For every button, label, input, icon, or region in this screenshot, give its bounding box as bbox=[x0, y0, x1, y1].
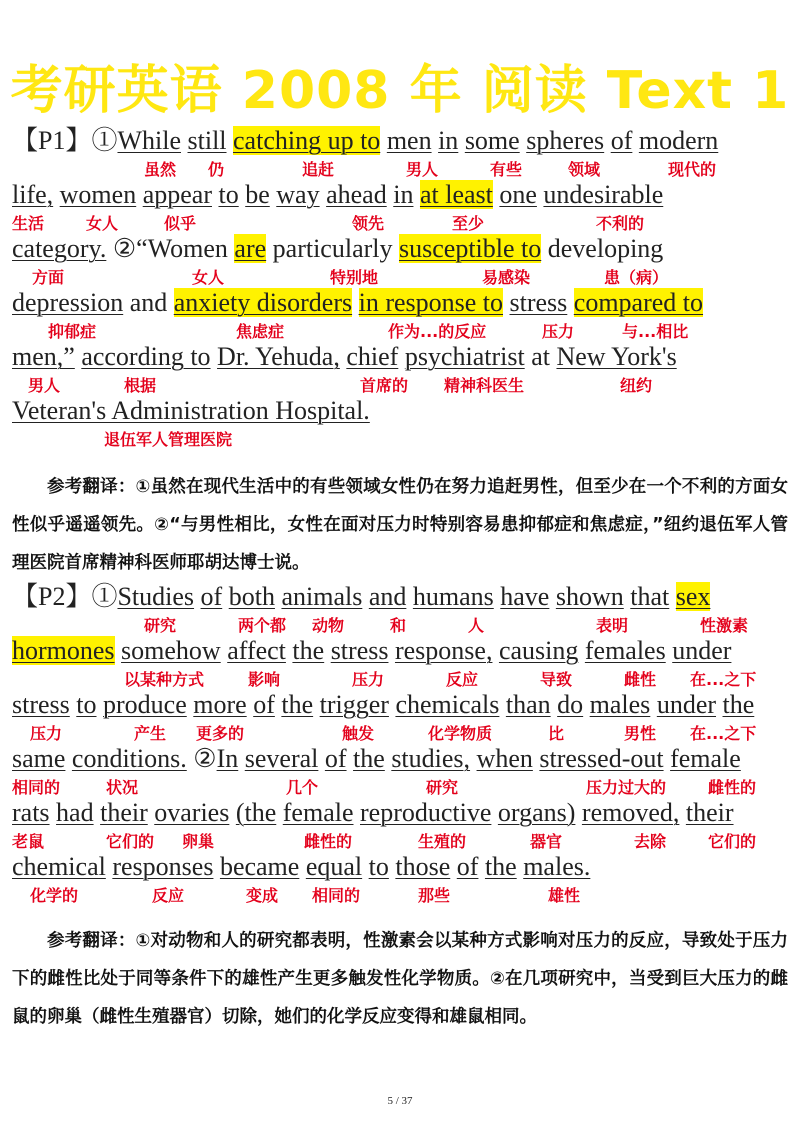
chinese-gloss: 压力 bbox=[352, 670, 385, 689]
word: some bbox=[464, 126, 520, 155]
chinese-gloss: 至少 bbox=[452, 214, 485, 233]
chinese-gloss: 性激素 bbox=[700, 616, 749, 635]
chinese-gloss: 卵巢 bbox=[182, 832, 215, 851]
chinese-gloss: 变成 bbox=[246, 886, 279, 905]
chinese-gloss: 它们的 bbox=[106, 832, 155, 851]
chinese-gloss: 焦虑症 bbox=[236, 322, 285, 341]
chinese-gloss: 压力 bbox=[30, 724, 63, 743]
word: ovaries bbox=[154, 798, 230, 827]
chinese-gloss: 几个 bbox=[286, 778, 319, 797]
chinese-gloss: 退伍军人管理医院 bbox=[104, 430, 233, 449]
chinese-gloss: 现代的 bbox=[668, 160, 717, 179]
word: to bbox=[218, 180, 239, 209]
word: humans bbox=[412, 582, 494, 611]
word: ahead bbox=[326, 180, 387, 209]
word: 【P1】① bbox=[12, 126, 118, 155]
highlighted-phrase: susceptible to bbox=[399, 234, 542, 263]
chinese-gloss: 相同的 bbox=[12, 778, 61, 797]
word: in bbox=[393, 180, 414, 209]
word: the bbox=[353, 744, 385, 773]
chinese-gloss: 两个都 bbox=[238, 616, 287, 635]
word bbox=[567, 288, 574, 317]
word: both bbox=[228, 582, 275, 611]
word: more bbox=[193, 690, 247, 719]
word: female bbox=[282, 798, 354, 827]
chinese-gloss: 男性 bbox=[624, 724, 657, 743]
word: women bbox=[59, 180, 137, 209]
word: males. bbox=[523, 852, 591, 881]
word: category. bbox=[12, 234, 107, 263]
chinese-gloss: 根据 bbox=[124, 376, 157, 395]
word bbox=[413, 180, 420, 209]
chinese-gloss: 它们的 bbox=[708, 832, 757, 851]
word: responses bbox=[112, 852, 214, 881]
chinese-gloss: 去除 bbox=[634, 832, 667, 851]
word: particularly bbox=[266, 234, 399, 263]
word: males bbox=[589, 690, 651, 719]
chinese-gloss: 更多的 bbox=[196, 724, 245, 743]
chinese-gloss: 研究 bbox=[426, 778, 459, 797]
chinese-gloss: 化学的 bbox=[30, 886, 79, 905]
p1-text-line bbox=[12, 180, 663, 210]
word: their bbox=[100, 798, 148, 827]
word: under bbox=[672, 636, 732, 665]
p1-text-line bbox=[12, 234, 663, 264]
chinese-gloss: 动物 bbox=[312, 616, 345, 635]
chinese-gloss: 首席的 bbox=[360, 376, 409, 395]
word: rats bbox=[12, 798, 50, 827]
p1-text-line bbox=[12, 396, 370, 426]
highlighted-phrase: catching up to bbox=[233, 126, 381, 155]
word: of bbox=[456, 852, 479, 881]
word: one bbox=[499, 180, 537, 209]
word: those bbox=[395, 852, 451, 881]
word: their bbox=[685, 798, 734, 827]
word: organs) bbox=[497, 798, 576, 827]
word: studies, bbox=[391, 744, 471, 773]
word: modern bbox=[638, 126, 719, 155]
word: stress bbox=[12, 690, 70, 719]
word: had bbox=[56, 798, 94, 827]
word: that bbox=[630, 582, 670, 611]
word: 【P2】① bbox=[12, 582, 118, 611]
word: Veteran's Administration Hospital. bbox=[12, 396, 370, 425]
chinese-gloss: 压力 bbox=[542, 322, 575, 341]
chinese-gloss: 导致 bbox=[540, 670, 573, 689]
page-title: 考研英语 2008 年 阅读 Text 1 bbox=[10, 61, 790, 121]
chinese-gloss: 有些 bbox=[490, 160, 523, 179]
word: the bbox=[484, 852, 517, 881]
chinese-gloss: 领域 bbox=[568, 160, 601, 179]
word: according to bbox=[81, 342, 211, 371]
chinese-gloss: 那些 bbox=[418, 886, 451, 905]
chinese-gloss: 领先 bbox=[352, 214, 385, 233]
chinese-gloss: 易感染 bbox=[482, 268, 531, 287]
chinese-gloss: 女人 bbox=[192, 268, 225, 287]
word: female bbox=[670, 744, 741, 773]
p2-text-line bbox=[12, 690, 754, 720]
word: chemicals bbox=[395, 690, 500, 719]
word bbox=[352, 288, 359, 317]
word bbox=[669, 582, 676, 611]
word: trigger bbox=[319, 690, 389, 719]
p2-text-line bbox=[12, 798, 734, 828]
chinese-gloss: 虽然 bbox=[144, 160, 177, 179]
word: and bbox=[123, 288, 174, 317]
word: in bbox=[438, 126, 459, 155]
word: stressed-out bbox=[539, 744, 664, 773]
word: appear bbox=[142, 180, 212, 209]
word: of bbox=[610, 126, 633, 155]
chinese-gloss: 反应 bbox=[446, 670, 479, 689]
chinese-gloss: 影响 bbox=[248, 670, 281, 689]
word: at bbox=[524, 342, 557, 371]
chinese-gloss: 生殖的 bbox=[418, 832, 467, 851]
chinese-gloss: 似乎 bbox=[164, 214, 197, 233]
chinese-gloss: 不利的 bbox=[596, 214, 645, 233]
word: than bbox=[505, 690, 551, 719]
chinese-gloss: 产生 bbox=[134, 724, 167, 743]
word: have bbox=[500, 582, 550, 611]
word: of bbox=[200, 582, 223, 611]
word: the bbox=[292, 636, 325, 665]
chinese-gloss: 精神科医生 bbox=[444, 376, 525, 395]
word: way bbox=[276, 180, 320, 209]
highlighted-phrase: sex bbox=[675, 582, 711, 611]
chinese-gloss: 雌性的 bbox=[708, 778, 757, 797]
word: the bbox=[722, 690, 755, 719]
p2-text-line bbox=[12, 744, 741, 774]
word: equal bbox=[305, 852, 363, 881]
chinese-gloss: 研究 bbox=[144, 616, 177, 635]
chinese-gloss: 以某种方式 bbox=[124, 670, 205, 689]
word: animals bbox=[281, 582, 363, 611]
p1-text-line bbox=[12, 288, 703, 318]
word: be bbox=[245, 180, 270, 209]
word: when bbox=[476, 744, 533, 773]
chinese-gloss: 老鼠 bbox=[12, 832, 45, 851]
word: stress bbox=[509, 288, 568, 317]
word: females bbox=[584, 636, 666, 665]
chinese-gloss: 男人 bbox=[406, 160, 439, 179]
chinese-gloss: 与...相比 bbox=[622, 322, 689, 341]
word: conditions. bbox=[71, 744, 187, 773]
chinese-gloss: 抑郁症 bbox=[48, 322, 97, 341]
word: chemical bbox=[12, 852, 106, 881]
chinese-gloss: 患（病） bbox=[604, 268, 669, 287]
chinese-gloss: 和 bbox=[390, 616, 407, 635]
highlighted-phrase: are bbox=[234, 234, 267, 263]
word: Dr. Yehuda, bbox=[217, 342, 340, 371]
page-number: 5 / 37 bbox=[387, 1095, 413, 1107]
chinese-gloss: 触发 bbox=[342, 724, 375, 743]
word: spheres bbox=[526, 126, 605, 155]
word: response, bbox=[394, 636, 493, 665]
chinese-gloss: 作为...的反应 bbox=[388, 322, 487, 341]
chinese-gloss: 雌性 bbox=[624, 670, 657, 689]
word: stress bbox=[330, 636, 389, 665]
word: same bbox=[12, 744, 66, 773]
chinese-gloss: 纽约 bbox=[620, 376, 653, 395]
chinese-gloss: 比 bbox=[548, 724, 565, 743]
word: the bbox=[281, 690, 314, 719]
p2-text-line bbox=[12, 582, 710, 612]
chinese-gloss: 男人 bbox=[28, 376, 61, 395]
chinese-gloss: 仍 bbox=[208, 160, 225, 179]
word: several bbox=[244, 744, 319, 773]
word: Studies bbox=[117, 582, 195, 611]
word: depression bbox=[12, 288, 124, 317]
word: In bbox=[216, 744, 239, 773]
word: of bbox=[324, 744, 347, 773]
chinese-gloss: 反应 bbox=[152, 886, 185, 905]
word: chief bbox=[346, 342, 399, 371]
chinese-gloss: 雌性的 bbox=[304, 832, 353, 851]
word: became bbox=[219, 852, 300, 881]
p1-text-line bbox=[12, 126, 718, 156]
chinese-gloss: 在...之下 bbox=[690, 670, 757, 689]
chinese-gloss: 生活 bbox=[12, 214, 45, 233]
highlighted-phrase: in response to bbox=[358, 288, 504, 317]
chinese-gloss: 状况 bbox=[106, 778, 139, 797]
word: removed, bbox=[581, 798, 680, 827]
p2-text-line bbox=[12, 636, 731, 666]
word: men bbox=[386, 126, 432, 155]
chinese-gloss: 雄性 bbox=[548, 886, 581, 905]
word: under bbox=[656, 690, 717, 719]
word: to bbox=[368, 852, 389, 881]
word: somehow bbox=[121, 636, 221, 665]
chinese-gloss: 在...之下 bbox=[690, 724, 757, 743]
word: do bbox=[557, 690, 584, 719]
chinese-gloss: 方面 bbox=[32, 268, 65, 287]
highlighted-phrase: anxiety disorders bbox=[173, 288, 353, 317]
chinese-gloss: 压力过大的 bbox=[586, 778, 667, 797]
word: ② bbox=[186, 744, 217, 773]
p2-text-line bbox=[12, 852, 590, 882]
word: of bbox=[253, 690, 275, 719]
word: psychiatrist bbox=[404, 342, 525, 371]
word: affect bbox=[227, 636, 286, 665]
chinese-gloss: 相同的 bbox=[312, 886, 361, 905]
word: and bbox=[368, 582, 407, 611]
word: life, bbox=[12, 180, 54, 209]
word: While bbox=[117, 126, 181, 155]
word: (the bbox=[235, 798, 277, 827]
chinese-gloss: 表明 bbox=[596, 616, 629, 635]
p1-translation: 参考翻译：①虽然在现代生活中的有些领域女性仍在努力追赶男性，但至少在一个不利的方面女性似乎遥遥领先。②“与男性相比，女性在面对压力时特别容易患抑郁症和焦虑症，”纽约退伍军人管理医院首席精神科医师耶胡达博士说。 bbox=[12, 477, 788, 573]
chinese-gloss: 器官 bbox=[530, 832, 563, 851]
chinese-gloss: 人 bbox=[468, 616, 485, 635]
word: New York's bbox=[556, 342, 677, 371]
word: to bbox=[76, 690, 97, 719]
chinese-gloss: 特别地 bbox=[330, 268, 379, 287]
chinese-gloss: 化学物质 bbox=[428, 724, 493, 743]
chinese-gloss: 女人 bbox=[86, 214, 119, 233]
word: produce bbox=[103, 690, 187, 719]
word: undesirable bbox=[543, 180, 664, 209]
highlighted-phrase: compared to bbox=[573, 288, 704, 317]
chinese-gloss: 追赶 bbox=[302, 160, 335, 179]
word: causing bbox=[498, 636, 579, 665]
p1-text-line bbox=[12, 342, 677, 372]
word: men,” bbox=[12, 342, 75, 371]
word: developing bbox=[541, 234, 664, 263]
word: shown bbox=[555, 582, 624, 611]
highlighted-phrase: at least bbox=[419, 180, 493, 209]
word: reproductive bbox=[360, 798, 492, 827]
p2-translation: 参考翻译：①对动物和人的研究都表明，性激素会以某种方式影响对压力的反应，导致处于压力下的雌性比处于同等条件下的雄性产生更多触发性化学物质。②在几项研究中，当受到巨大压力的雌鼠的卵巢（雌性生殖器官）切除，她们的化学反应变得和雄鼠相同。 bbox=[12, 931, 788, 1027]
word: still bbox=[187, 126, 227, 155]
word: ②“Women bbox=[106, 234, 235, 263]
highlighted-phrase: hormones bbox=[12, 636, 115, 665]
